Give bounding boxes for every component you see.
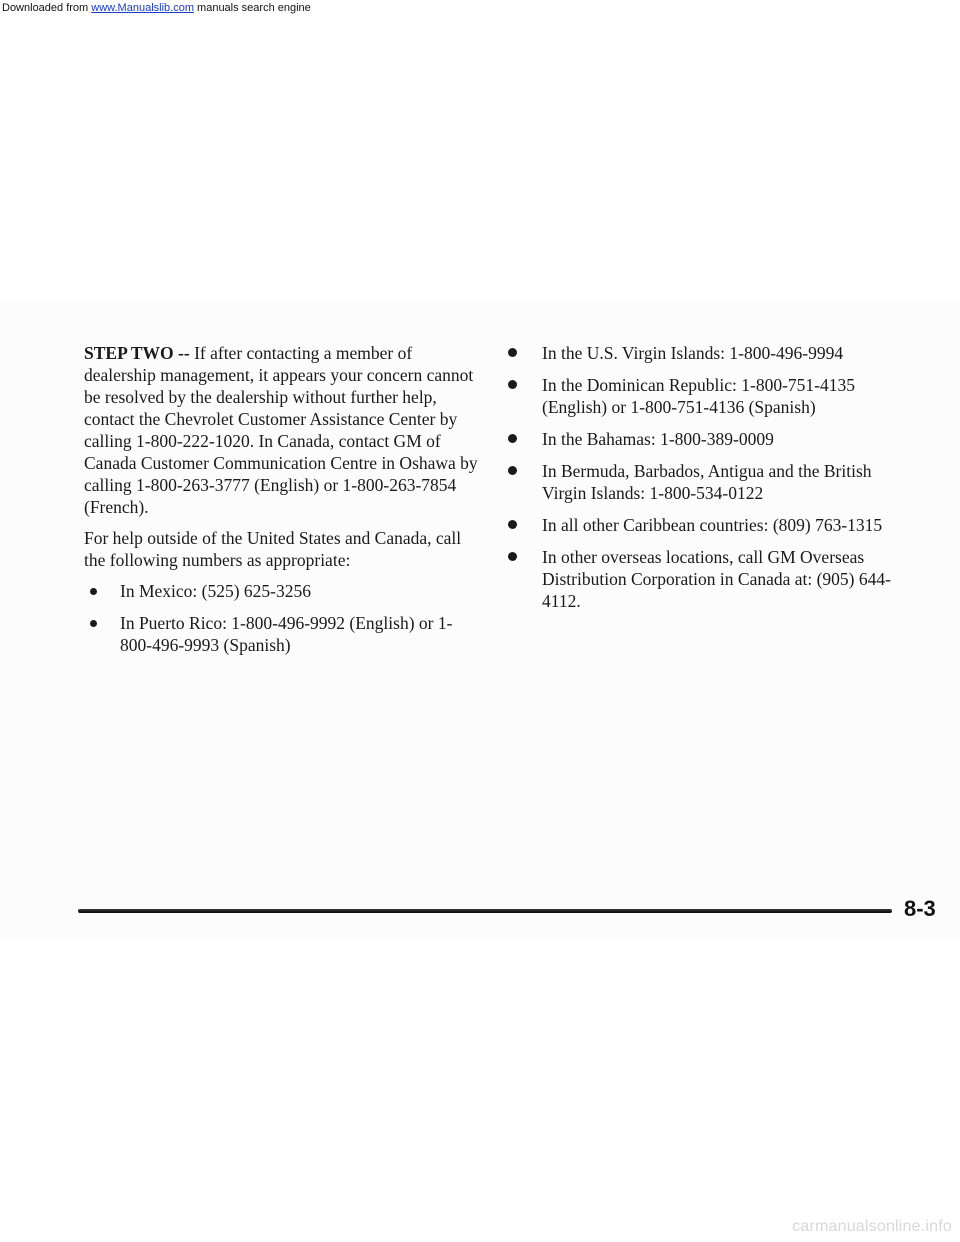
- right-bullet-list: [506, 342, 906, 612]
- step-text: If after contacting a member of dealership management, it appears your concern cannot be resolved by the dealership without further help, contact the Chevrolet Customer Assistance Center by calling 1-800-222-1020. In Canada, contact GM of Canada Customer Communication Centre in Oshawa by calling 1-800-263-3777 (English) or 1-800-263-7854 (French).: [84, 343, 478, 517]
- list-item: [506, 342, 906, 364]
- right-column: [506, 342, 906, 622]
- watermark: carmanualsonline.info: [792, 1218, 952, 1235]
- list-item: [84, 612, 484, 656]
- banner-prefix: Downloaded from: [2, 2, 92, 14]
- step-dashes: --: [178, 343, 190, 363]
- bullet-icon: [508, 552, 517, 561]
- list-item-text: In Bermuda, Barbados, Antigua and the British Virgin Islands: 1-800-534-0122: [542, 461, 872, 503]
- list-item-text: In all other Caribbean countries: (809) 763-1315: [542, 515, 883, 535]
- bullet-icon: [508, 466, 517, 475]
- left-bullet-list: [84, 580, 484, 656]
- download-banner: [0, 0, 311, 15]
- manualslib-link[interactable]: www.Manualslib.com: [91, 2, 194, 14]
- step-heading: STEP TWO: [84, 343, 174, 363]
- list-item: [84, 580, 484, 602]
- list-item: [506, 428, 906, 450]
- bullet-icon: [508, 520, 517, 529]
- banner-suffix: manuals search engine: [193, 2, 311, 14]
- list-item-text: In the Bahamas: 1-800-389-0009: [542, 429, 774, 449]
- left-column: [84, 342, 484, 666]
- list-item-text: In Puerto Rico: 1-800-496-9992 (English) or 1-800-496-9993 (Spanish): [120, 613, 453, 655]
- list-item: [506, 374, 906, 418]
- bullet-icon: [508, 348, 517, 357]
- bullet-icon: [508, 380, 517, 389]
- list-item-text: In the U.S. Virgin Islands: 1-800-496-9994: [542, 343, 844, 363]
- list-item-text: In other overseas locations, call GM Overseas Distribution Corporation in Canada at: (905) 644-4112.: [542, 547, 891, 611]
- bullet-icon: [90, 588, 97, 595]
- list-item: [506, 546, 906, 612]
- intro-paragraph: For help outside of the United States and Canada, call the following numbers as appropriate:: [84, 528, 462, 570]
- list-item: [506, 514, 906, 536]
- list-item: [506, 460, 906, 504]
- bullet-icon: [508, 434, 517, 443]
- page-number: 8-3: [904, 896, 936, 921]
- list-item-text: In the Dominican Republic: 1-800-751-4135 (English) or 1-800-751-4136 (Spanish): [542, 375, 855, 417]
- footer-rule: [78, 909, 892, 913]
- list-item-text: In Mexico: (525) 625-3256: [120, 581, 312, 601]
- bullet-icon: [90, 620, 97, 627]
- step-two-paragraph: [84, 342, 484, 518]
